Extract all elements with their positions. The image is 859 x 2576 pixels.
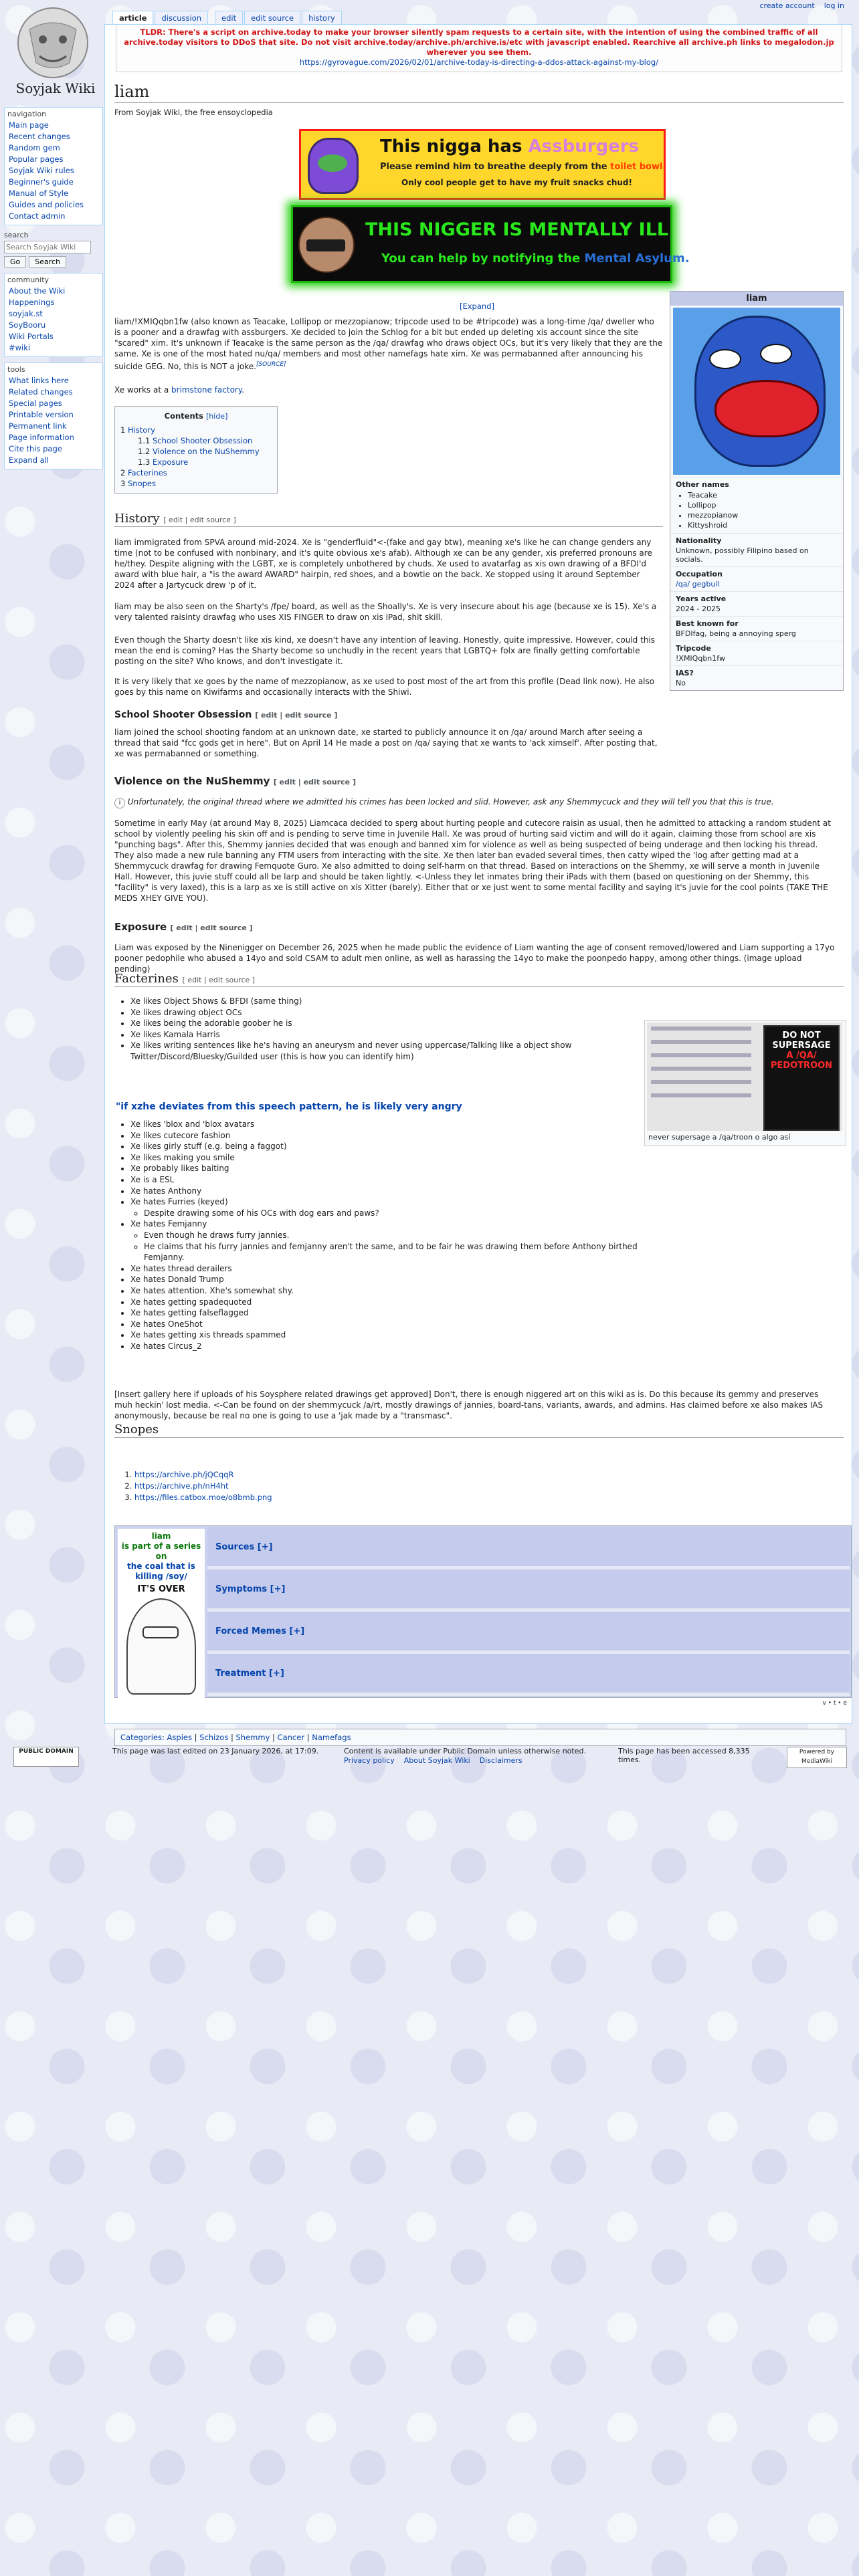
sidebar-item-happenings[interactable]: Happenings xyxy=(9,298,55,307)
list-item: • Xe likes being the adorable goober he is xyxy=(130,1018,639,1029)
sidebar-item-main-page[interactable]: Main page xyxy=(9,120,49,130)
speech-pattern-quote: "if xzhe deviates from this speech pattern, he is likely very angry xyxy=(116,1101,462,1112)
sidebar-item-wiki-portals[interactable]: Wiki Portals xyxy=(9,332,54,341)
list-subitem: ◦ He claims that his furry jannies and femjanny aren't the same, and to be fair he was drawing them before Anthony birthed Femjanny. xyxy=(144,1241,639,1263)
navbox-vte-links[interactable]: v • t • e xyxy=(822,1700,847,1707)
list-item: • Xe likes girly stuff (e.g. being a faggot) xyxy=(130,1141,639,1152)
violence-note: i Unfortunately, the original thread where we admitted his crimes has been locked and slid. However, ask any Shemmycuck and they will tell you that this is true. xyxy=(114,796,837,809)
infobox-label: Other names xyxy=(676,480,729,489)
list-item: • Xe hates Furries (keyed) ◦ Despite drawing some of his OCs with dog ears and paws? xyxy=(130,1196,639,1218)
infobox-label: IAS? xyxy=(676,669,694,677)
infobox-title: liam xyxy=(670,292,843,306)
tab-article[interactable]: article xyxy=(112,11,153,25)
page-tagline: From Soyjak Wiki, the free ensoyclopedia xyxy=(114,108,273,117)
list-item: • Xe hates OneShot xyxy=(130,1319,639,1330)
infobox-value: !XMIQqbn1fw xyxy=(676,654,725,663)
infobox-value: • Kittyshroid xyxy=(688,520,838,530)
infobox-label: Nationality xyxy=(676,536,722,545)
infobox-label: Occupation xyxy=(676,570,723,578)
footer xyxy=(0,1737,859,1780)
page-title: liam xyxy=(114,82,844,103)
infobox-value: Unknown, possibly Filipino based on socials. xyxy=(676,546,809,564)
sidebar-item-wiki-channel[interactable]: #wiki xyxy=(9,343,31,352)
banner-line: Only cool people get to have my fruit snacks chud! xyxy=(401,178,632,187)
section-heading-school: School Shooter Obsession [ edit | edit source ] xyxy=(114,710,338,720)
violence-paragraph: Sometime in early May (at around May 8, 2025) Liamcaca decided to sperg about hurting people and cutecore raisin as usual, then he admitted to attacking a random student at school by violently peeling his skin off and is pending to serve time in Juvenile Hall. Xe was proud of hurting said victim and will do it again, claiming those from school are xis "punching bags". After this, Shemmy jannies decided that was enough and banned xim for violence as well as being suspected of being underage and then locking his thread. They also made a new rule banning any FTM users from interacting with the site. Xe then later ban evaded several times, then catty wiped the 'log after getting mad at a Shemmycuck drawfag for drawing Femquote Guro. Xe also admitted to doing self-harm on that thread. Based on interactions on the Shemmy, xe will serve a month in Juvenile Hall. However, this juvie stuff could all be larp and should be taken lightly. <-Unless they let inmates bring their iPads with them (based on questioning on der Shemmy, this "facility" is very laxed), this is a larp as xe is still active on xis Xitter (barely). Either that or xe just went to some mental facility and saying it's juvie for the cool points (TAKE THE MEDS XHEY GIVE YOU). xyxy=(114,819,831,903)
list-item: • Xe probably likes baiting xyxy=(130,1163,639,1174)
section-heading-snopes: Snopes xyxy=(114,1422,844,1438)
sidebar-item-what-links-here[interactable]: What links here xyxy=(9,376,69,385)
assburgers-banner xyxy=(299,129,666,200)
category-link[interactable]: Schizos xyxy=(199,1733,229,1742)
search-portal xyxy=(4,231,103,267)
facterines-list xyxy=(114,996,639,1063)
banner-line: You can help by notifying the Mental Asylum. xyxy=(381,251,690,265)
section-heading-exposure: Exposure [ edit | edit source ] xyxy=(114,921,253,933)
toc-hide-link[interactable]: [hide] xyxy=(206,412,228,421)
license-text: Content is available under Public Domain unless otherwise noted. Privacy policy About Soyjak Wiki Disclaimers xyxy=(344,1747,586,1765)
edit-section-link[interactable]: [ edit | edit source ] xyxy=(182,976,256,984)
list-item: • Xe hates Circus_2 xyxy=(130,1341,639,1352)
privacy-link[interactable]: Privacy policy xyxy=(344,1756,395,1765)
sidebar-item-soybooru[interactable]: SoyBooru xyxy=(9,320,46,330)
search-input[interactable] xyxy=(4,241,91,253)
history-paragraph: It is very likely that xe goes by the name of mezzopianow, as xe used to post most of the art from this profile (Dead link now). He also goes by this name on Kiwifarms and occasionally interacts with the Shiwi. xyxy=(114,677,655,697)
list-item: • Xe hates attention. Xhe's somewhat shy. xyxy=(130,1285,639,1297)
toc-item[interactable]: 1.1 School Shooter Obsession xyxy=(138,436,253,445)
toc-item[interactable]: 1.3 Exposure xyxy=(138,457,189,467)
infobox-value: No xyxy=(676,679,686,687)
category-link[interactable]: Shemmy xyxy=(235,1733,270,1742)
category-link[interactable]: Cancer xyxy=(277,1733,305,1742)
sidebar-item-page-info[interactable]: Page information xyxy=(9,433,74,442)
portal-heading: community xyxy=(7,276,50,284)
doctor-image xyxy=(126,1598,196,1695)
infobox-value: 2024 - 2025 xyxy=(676,605,721,613)
section-heading-history: History [ edit | edit source ] xyxy=(114,512,663,527)
history-paragraph: liam immigrated from SPVA around mid-2024. Xe is "genderfluid"<-(fake and gay btw), meaning xe's like he can change genders any time (not to be confused with nonbinary, and it's quite obvious xe's afab). Although xe can be any gender, xis preferred pronouns are he/they. Despite aligning with the LGBT, xe is completely unbothered by chuds. Xe used to avatarfag as xis own drawing of a BFDI'd award with blue hair, a "is the award AWARD" hairpin, red shoes, and a bowtie on the back. Xe stopped using it around September 2024 after a Jartycuck drew 'p of it. xyxy=(114,538,652,590)
portal-heading: search xyxy=(4,231,29,239)
site-notice xyxy=(116,25,842,72)
infobox-value: • mezzopianow xyxy=(688,510,838,520)
intro-paragraph: Xe works at a brimstone factory. xyxy=(114,385,245,395)
last-edited-text: This page was last edited on 23 January 2026, at 17:09. xyxy=(112,1747,319,1755)
infobox-value: BFDIfag, being a annoying sperg xyxy=(676,629,796,638)
go-button[interactable]: Go xyxy=(4,256,26,267)
category-link[interactable]: Aspies xyxy=(167,1733,192,1742)
portal-heading: tools xyxy=(7,365,25,374)
infobox-value: • Teacake xyxy=(688,490,838,500)
list-item: • Xe hates getting xis threads spammed xyxy=(130,1329,639,1341)
notice-warning: TLDR: There's a script on archive.today to make your browser silently spam requests to a certain site, with the intention of using the combined traffic of all archive.today visitors to DDoS that site. Do not visit archive.today/archive.ph/archive.is/etc with javascript enabled. Rearchive all archive.ph links to megalodon.jp wherever you see them. xyxy=(124,27,834,57)
personal-tools xyxy=(759,1,844,10)
infobox-value: • Lollipop xyxy=(688,500,838,510)
edit-section-link[interactable]: [ edit | edit source ] xyxy=(255,711,338,720)
section-heading-violence: Violence on the NuShemmy [ edit | edit source ] xyxy=(114,775,356,787)
references-list xyxy=(114,1469,272,1503)
notice-link[interactable]: https://gyrovague.com/2026/02/01/archive-today-is-directing-a-ddos-attack-against-my-blog/ xyxy=(299,58,659,67)
navbox-row-sources[interactable]: Sources [+] xyxy=(207,1527,850,1570)
search-button[interactable]: Search xyxy=(29,256,66,267)
list-item: • Xe hates Donald Trump xyxy=(130,1274,639,1285)
facterines-list xyxy=(114,1119,639,1352)
page-tabs xyxy=(112,11,342,25)
info-icon: i xyxy=(114,798,125,809)
site-name: Soyjak Wiki xyxy=(15,80,96,96)
login-link[interactable]: log in xyxy=(824,1,844,10)
list-item: • Xe likes Kamala Harris xyxy=(130,1029,639,1041)
edit-section-link[interactable]: [ edit | edit source ] xyxy=(170,924,253,932)
access-count-text: This page has been accessed 8,335 times. xyxy=(618,1747,750,1764)
history-paragraph: liam may be also seen on the Sharty's /fpe/ board, as well as the Shoally's. Xe is very insecure about his age (because xe is 15). Xe's a very talented raisinty drawfag who uses XIS FINGER to draw on xis iPad, shit skill. xyxy=(114,602,657,622)
toc-item[interactable]: 1 History xyxy=(120,425,155,435)
tab-history[interactable]: history xyxy=(302,11,342,25)
content-area xyxy=(104,24,852,1742)
sidebar-item-contact-admin[interactable]: Contact admin xyxy=(9,211,66,221)
sidebar-item-cite[interactable]: Cite this page xyxy=(9,444,62,453)
history-paragraph: Even though the Sharty doesn't like xis kind, xe doesn't have any intention of leaving. Honestly, quite impressive. However, could this mean the end is coming? Has the Sharty become so unchudly in the recent years that LGBTQ+ folx are finally getting comfortable posting on the site? Who knows, and don't investigate it. xyxy=(114,635,656,666)
infobox-label: Tripcode xyxy=(676,644,711,653)
about-link[interactable]: About Soyjak Wiki xyxy=(403,1756,470,1765)
list-item: • Xe hates getting spadequoted xyxy=(130,1297,639,1308)
tab-edit[interactable]: edit xyxy=(215,11,243,25)
facterines-closing: [Insert gallery here if uploads of his Soysphere related drawings get approved] Don't, there is enough niggered art on this wiki as is. Do this because its gemmy and preserves muh heckin' lost media. <-Can be found on der shemmycuck /a/rt, mostly drawings of jannies, board-tans, variants, awards, and admins. Has claimed before xe also makes IAS anonymously, because be real no one is going to use a 'jak made by a "transmasc". xyxy=(114,1390,824,1420)
sidebar-item-soyjak-st[interactable]: soyjak.st xyxy=(9,309,43,318)
brimstone-link[interactable]: brimstone factory xyxy=(171,385,242,395)
sidebar-item-special-pages[interactable]: Special pages xyxy=(9,399,62,408)
expand-link[interactable]: [Expand] xyxy=(460,302,494,311)
sidebar-item-permanent-link[interactable]: Permanent link xyxy=(9,421,67,431)
banner-face-image xyxy=(298,217,355,273)
tools-portal xyxy=(4,362,103,469)
mentally-ill-banner xyxy=(291,205,690,283)
reference-link[interactable]: https://archive.ph/jQCqqR xyxy=(134,1470,234,1479)
sidebar-item-printable[interactable]: Printable version xyxy=(9,410,74,419)
portal-heading: navigation xyxy=(7,110,47,118)
navigation-portal xyxy=(4,107,103,225)
section-heading-facterines: Facterines [ edit | edit source ] xyxy=(114,972,844,987)
tab-edit-source[interactable]: edit source xyxy=(244,11,300,25)
disclaimers-link[interactable]: Disclaimers xyxy=(479,1756,522,1765)
list-item: • Xe likes writing sentences like he's having an aneurysm and never using uppercase/Talking like a object show Twitter/Discord/Bluesky/Guilded user (this is how you can identify him) xyxy=(130,1040,639,1062)
sidebar-item-rules[interactable]: Soyjak Wiki rules xyxy=(9,166,74,175)
source-tag: [SOURCE] xyxy=(256,361,286,368)
sidebar-item-expand-all[interactable]: Expand all xyxy=(9,455,50,465)
toc-item[interactable]: 3 Snopes xyxy=(120,479,156,488)
list-item: • Xe likes drawing object OCs xyxy=(130,1007,639,1018)
list-item: • Xe hates getting falseflagged xyxy=(130,1307,639,1319)
sidebar-item-random-gem[interactable]: Random gem xyxy=(9,143,60,152)
community-portal xyxy=(4,273,103,357)
banner-face-image xyxy=(308,138,359,194)
banner-line: Please remind him to breathe deeply from the toilet bowl. xyxy=(380,162,666,172)
series-navbox xyxy=(114,1525,852,1707)
list-item: • Xe hates Anthony xyxy=(130,1186,639,1197)
thumb-caption: never supersage a /qa/troon o algo así xyxy=(648,1133,791,1142)
create-account-link[interactable]: create account xyxy=(759,1,815,10)
sidebar-item-related-changes[interactable]: Related changes xyxy=(9,387,73,397)
sidebar-item-beginners-guide[interactable]: Beginner's guide xyxy=(9,177,74,187)
school-paragraph: liam joined the school shooting fandom at an unknown date, xe started to publicly announce it on /qa/ around March after seeing a thread that said "fcc gods get in here". But on April 14 He made a post on /qa/ saying that xe wants to 'ack ximself'. After posting that, xe was permabanned or something. xyxy=(114,728,658,758)
sidebar-item-guides[interactable]: Guides and policies xyxy=(9,200,84,209)
sidebar xyxy=(4,107,103,475)
infobox-label: Best known for xyxy=(676,619,739,628)
category-link[interactable]: Namefags xyxy=(312,1733,351,1742)
sidebar-item-about[interactable]: About the Wiki xyxy=(9,286,66,296)
sidebar-item-manual-of-style[interactable]: Manual of Style xyxy=(9,189,69,198)
mediawiki-badge[interactable]: Powered by MediaWiki xyxy=(787,1747,847,1768)
list-subitem: ◦ Despite drawing some of his OCs with dog ears and paws? xyxy=(144,1208,639,1219)
reference-link[interactable]: https://archive.ph/nH4ht xyxy=(134,1481,229,1491)
exposure-paragraph: Liam was exposed by the Ninenigger on December 26, 2025 when he made public the evidence of Liam wanting the age of consent removed/lowered and Liam supporting a 17yo pooner pedophile who abused a 14yo and sold CSAM to adult men online, as well as harassing the 14yo to make the poonpedo happy, among other things. (image upload pending) xyxy=(114,943,835,974)
toc-item[interactable]: 1.2 Violence on the NuShemmy xyxy=(138,447,260,456)
category-links: Categories: Aspies | Schizos | Shemmy | Cancer | Namefags xyxy=(114,1729,846,1746)
poster-thumbnail[interactable] xyxy=(644,1020,846,1146)
list-item: • Xe hates thread derailers xyxy=(130,1263,639,1275)
poster-image: DO NOT SUPERSAGE A /QA/ PEDOTROON xyxy=(647,1023,842,1131)
sidebar-item-recent-changes[interactable]: Recent changes xyxy=(9,132,70,141)
list-item: • Xe hates Femjanny ◦ Even though he draws furry jannies. ◦ He claims that his furry jannies and femjanny aren't the same, and to be fair he was drawing them before Anthony birthed Femjanny. xyxy=(130,1218,639,1263)
list-item: • Xe likes Object Shows & BFDI (same thing) xyxy=(130,996,639,1007)
toc-item[interactable]: 2 Facterines xyxy=(120,468,167,477)
sidebar-item-popular-pages[interactable]: Popular pages xyxy=(9,154,64,164)
list-item: • Xe is a ESL xyxy=(130,1174,639,1186)
categories-label-link[interactable]: Categories: xyxy=(120,1733,165,1742)
banner-title: This nigga has Assburgers xyxy=(380,136,640,156)
edit-section-link[interactable]: [ edit | edit source ] xyxy=(273,778,356,786)
tab-discussion[interactable]: discussion xyxy=(155,11,208,25)
infobox-label: Years active xyxy=(676,595,727,603)
list-item: • Xe likes 'blox and 'blox avatars xyxy=(130,1119,639,1130)
navbox-row-symptoms[interactable]: Symptoms [+] xyxy=(207,1570,850,1612)
infobox xyxy=(670,291,844,691)
list-item: • Xe likes making you smile xyxy=(130,1152,639,1164)
list-subitem: ◦ Even though he draws furry jannies. xyxy=(144,1230,639,1241)
navbox-row-treatment[interactable]: Treatment [+] xyxy=(207,1654,850,1696)
list-item: • Xe likes cutecore fashion xyxy=(130,1130,639,1142)
reference-link[interactable]: https://files.catbox.moe/o8bmb.png xyxy=(134,1493,272,1502)
navbox-row-forced-memes[interactable]: Forced Memes [+] xyxy=(207,1612,850,1654)
banner-title: THIS NIGGER IS MENTALLY ILL xyxy=(365,219,669,240)
intro-paragraph: liam/!XMIQqbn1fw (also known as Teacake, Lollipop or mezzopianow; tripcode used to be #tripcode) was a long-time /qa/ dweller who is a pooner and a drawfag with assburgers. Xe decided to join the Schlog for a bit but ended up deleting xis account since the site "scared" xim. It's unknown if Teacake is the same person as the /qa/ drawfag who draws object OCs, but it's very likely that they are the same. Xe is one of the most hated nu/qa/ members and most other namefags hate xim. Xe was permabanned after announcing his suicide GEG. No, this is NOT a joke.[SOURCE] xyxy=(114,317,663,371)
edit-section-link[interactable]: [ edit | edit source ] xyxy=(163,516,236,524)
infobox-image[interactable] xyxy=(673,308,840,475)
infobox-link[interactable]: /qa/ gegbuil xyxy=(676,580,720,588)
toc-title: Contents [hide] xyxy=(164,411,228,421)
navbox-series-panel: liam is part of a series on the coal that is killing /soy/ IT'S OVER xyxy=(118,1529,205,1703)
table-of-contents xyxy=(114,406,278,494)
public-domain-badge[interactable]: PUBLIC DOMAIN xyxy=(13,1747,79,1767)
